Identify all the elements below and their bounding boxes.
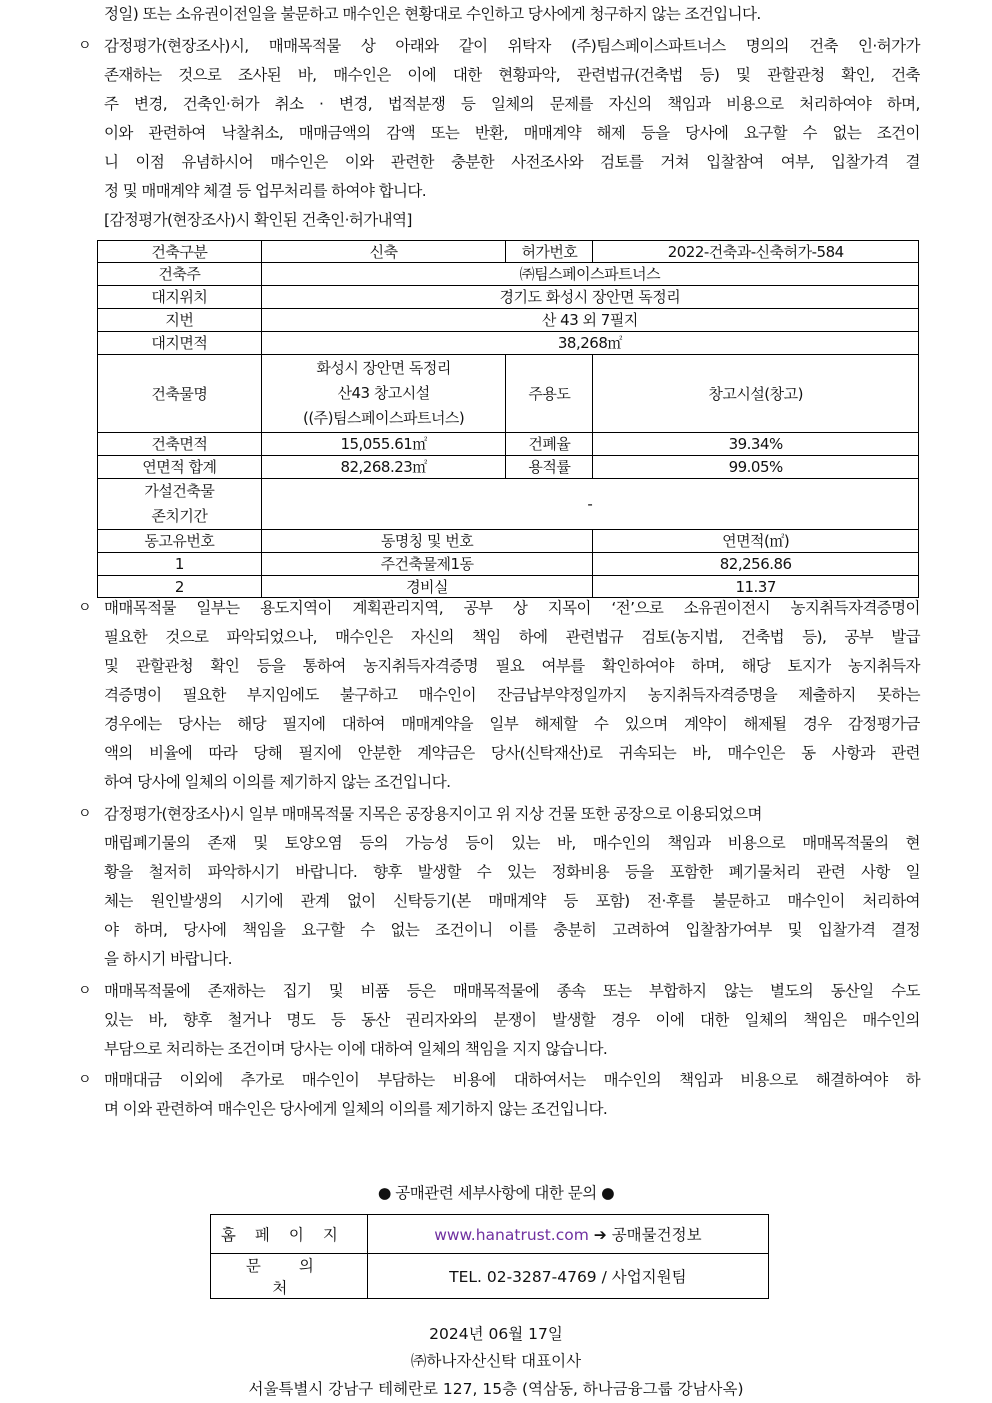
- para2-line: 하여 당사에 일체의 이의를 제기하지 않는 조건입니다.: [104, 773, 451, 791]
- para4-line: 있는 바, 향후 철거나 명도 등 동산 권리자와의 분쟁이 발생할 경우 이에 대한 일체의 책임은 매수인의: [104, 1011, 920, 1029]
- inquiry-label: 문의처: [211, 1254, 368, 1299]
- contact-table: [210, 1214, 769, 1299]
- top-line: 정일) 또는 소유권이전일을 불문하고 매수인은 현황대로 수인하고 당사에게 청구하지 않는 조건입니다.: [104, 5, 761, 23]
- building-name-value: [261, 355, 506, 433]
- para2-line: 매매목적물 일부는 용도지역이 계획관리지역, 공부 상 지목이 ‘전’으로 소유권이전시 농지취득자격증명이: [104, 599, 920, 617]
- site-area-label: 대지면적: [98, 332, 262, 355]
- temp-building-label-line: 가설건축물: [144, 482, 215, 500]
- building-permit-table: [97, 240, 919, 598]
- dong-name-header: 동명칭 및 번호: [261, 530, 593, 553]
- site-label: 대지위치: [98, 286, 262, 309]
- owner-label: 건축주: [98, 263, 262, 286]
- homepage-label: 홈페이지: [211, 1215, 368, 1254]
- dong-name: 주건축물제1동: [261, 553, 593, 576]
- homepage-suffix: 공매물건정보: [611, 1226, 702, 1244]
- homepage-cell: [367, 1215, 768, 1254]
- building-name-label: 건축물명: [98, 355, 262, 433]
- para3-line: 야 하며, 당사에 책임을 요구할 수 없는 조건이니 이를 충분히 고려하여 입찰참가여부 및 입찰가격 결정: [104, 921, 920, 939]
- homepage-link[interactable]: www.hanatrust.com: [434, 1226, 589, 1244]
- bullet-5: ㅇ: [78, 1072, 92, 1088]
- inquiry-value: TEL. 02-3287-4769 / 사업지원팀: [367, 1254, 768, 1299]
- dong-no: 2: [98, 576, 262, 598]
- dong-no-header: 동고유번호: [98, 530, 262, 553]
- table-row: [98, 576, 919, 598]
- para3-line: 을 하시기 바랍니다.: [104, 950, 232, 968]
- para1-line: 주 변경, 건축인·허가 취소 · 변경, 법적분쟁 등 일체의 문제를 자신의 책임과 비용으로 처리하여야 하며,: [104, 95, 920, 113]
- inquiry-title: ● 공매관련 세부사항에 대한 문의 ●: [377, 1184, 615, 1202]
- para5-line: 매매대금 이외에 추가로 매수인이 부담하는 비용에 대하여서는 매수인의 책임과 비용으로 해결하여야 하: [104, 1071, 920, 1089]
- permit-value: 2022-건축과-신축허가-584: [593, 241, 919, 263]
- building-area-label: 건축면적: [98, 433, 262, 456]
- para2-line: 및 관할관청 확인 등을 통하여 농지취득자격증명 필요 여부를 확인하여야 하며, 해당 토지가 농지취득자: [104, 657, 920, 675]
- building-area-value: 15,055.61㎡: [261, 433, 506, 456]
- site-value: 경기도 화성시 장안면 독정리: [261, 286, 918, 309]
- bcr-value: 39.34%: [593, 433, 919, 456]
- temp-building-value: -: [261, 479, 918, 530]
- temp-building-label: [98, 479, 262, 530]
- type-label: 건축구분: [98, 241, 262, 263]
- bcr-label: 건폐율: [506, 433, 593, 456]
- company-name: ㈜하나자산신탁 대표이사: [410, 1352, 582, 1370]
- para2-line: 경우에는 당사는 해당 필지에 대하여 매매계약을 일부 해제할 수 있으며 계약이 해제될 경우 감정평가금: [104, 715, 920, 733]
- bullet-4: ㅇ: [78, 983, 92, 999]
- gfa-label: 연면적 합계: [98, 456, 262, 479]
- arrow-right-icon: ➔: [593, 1226, 607, 1244]
- para2-line: 필요한 것으로 파악되었으나, 매수인은 자신의 책임 하에 관련법규 검토(농지법, 건축법 등), 공부 발급: [104, 628, 920, 646]
- owner-value: ㈜팀스페이스파트너스: [261, 263, 918, 286]
- para1-line: 존재하는 것으로 조사된 바, 매수인은 이에 대한 현황파악, 관련법규(건축법 등) 및 관할관청 확인, 건축: [104, 66, 920, 84]
- para1-line: 이와 관련하여 낙찰취소, 매매금액의 감액 또는 반환, 매매계약 해제 등을 당사에 요구할 수 없는 조건이: [104, 124, 920, 142]
- para2-line: 격증명이 필요한 부지임에도 불구하고 매수인이 잔금납부약정일까지 농지취득자격증명을 제출하지 못하는: [104, 686, 920, 704]
- site-area-value: 38,268㎡: [261, 332, 918, 355]
- far-value: 99.05%: [593, 456, 919, 479]
- bullet-3: ㅇ: [78, 806, 92, 822]
- building-name-line: ((주)팀스페이스파트너스): [302, 409, 465, 427]
- gfa-value: 82,268.23㎡: [261, 456, 506, 479]
- para5-line: 며 이와 관련하여 매수인은 당사에게 일체의 이의를 제기하지 않는 조건입니다.: [104, 1100, 608, 1118]
- para2-line: 액의 비율에 따라 당해 필지에 안분한 계약금은 당사(신탁재산)로 귀속되는 바, 매수인은 동 사항과 관련: [104, 744, 920, 762]
- para4-line: 매매목적물에 존재하는 집기 및 비품 등은 매매목적물에 종속 또는 부합하지 않는 별도의 동산일 수도: [104, 982, 920, 1000]
- para4-line: 부담으로 처리하는 조건이며 당사는 이에 대하여 일체의 책임을 지지 않습니다.: [104, 1040, 608, 1058]
- para3-line: 매립폐기물의 존재 및 토양오염 등의 가능성 등이 있는 바, 매수인의 책임과 비용으로 매매목적물의 현: [104, 834, 920, 852]
- para1-line: 니 이점 유념하시어 매수인은 이와 관련한 충분한 사전조사와 검토를 거쳐 입찰참여 여부, 입찰가격 결: [104, 153, 920, 171]
- para3-line: 감정평가(현장조사)시 일부 매매목적물 지목은 공장용지이고 위 지상 건물 또한 공장으로 이용되었으며: [104, 805, 762, 823]
- company-address: 서울특별시 강남구 테헤란로 127, 15층 (역삼동, 하나금융그룹 강남사옥): [248, 1380, 744, 1398]
- temp-building-label-line: 존치기간: [151, 507, 208, 525]
- lot-value: 산 43 외 7필지: [261, 309, 918, 332]
- bullet-1: ㅇ: [78, 38, 92, 54]
- para3-line: 황을 철저히 파악하시기 바랍니다. 향후 발생할 수 있는 정화비용 등을 포함한 폐기물처리 관련 사항 일: [104, 863, 920, 881]
- dong-no: 1: [98, 553, 262, 576]
- bullet-2: ㅇ: [78, 600, 92, 616]
- far-label: 용적률: [506, 456, 593, 479]
- use-label: 주용도: [506, 355, 593, 433]
- dong-area-header: 연면적(㎡): [593, 530, 919, 553]
- para1-line: 정 및 매매계약 체결 등 업무처리를 하여야 합니다.: [104, 182, 427, 200]
- dong-area: 82,256.86: [593, 553, 919, 576]
- table-caption: [감정평가(현장조사)시 확인된 건축인·허가내역]: [104, 211, 412, 229]
- lot-label: 지번: [98, 309, 262, 332]
- building-name-line: 화성시 장안면 독정리: [316, 359, 451, 377]
- use-value: 창고시설(창고): [593, 355, 919, 433]
- building-name-line: 산43 창고시설: [337, 384, 430, 402]
- document-date: 2024년 06월 17일: [429, 1325, 563, 1343]
- para3-line: 체는 원인발생의 시기에 관계 없이 신탁등기(본 매매계약 등 포함) 전·후를 불문하고 매수인이 처리하여: [104, 892, 920, 910]
- dong-area: 11.37: [593, 576, 919, 598]
- dong-name: 경비실: [261, 576, 593, 598]
- permit-label: 허가번호: [506, 241, 593, 263]
- table-row: [98, 553, 919, 576]
- para1-line: 감정평가(현장조사)시, 매매목적물 상 아래와 같이 위탁자 (주)팀스페이스파트너스 명의의 건축 인·허가가: [104, 37, 920, 55]
- type-value: 신축: [261, 241, 506, 263]
